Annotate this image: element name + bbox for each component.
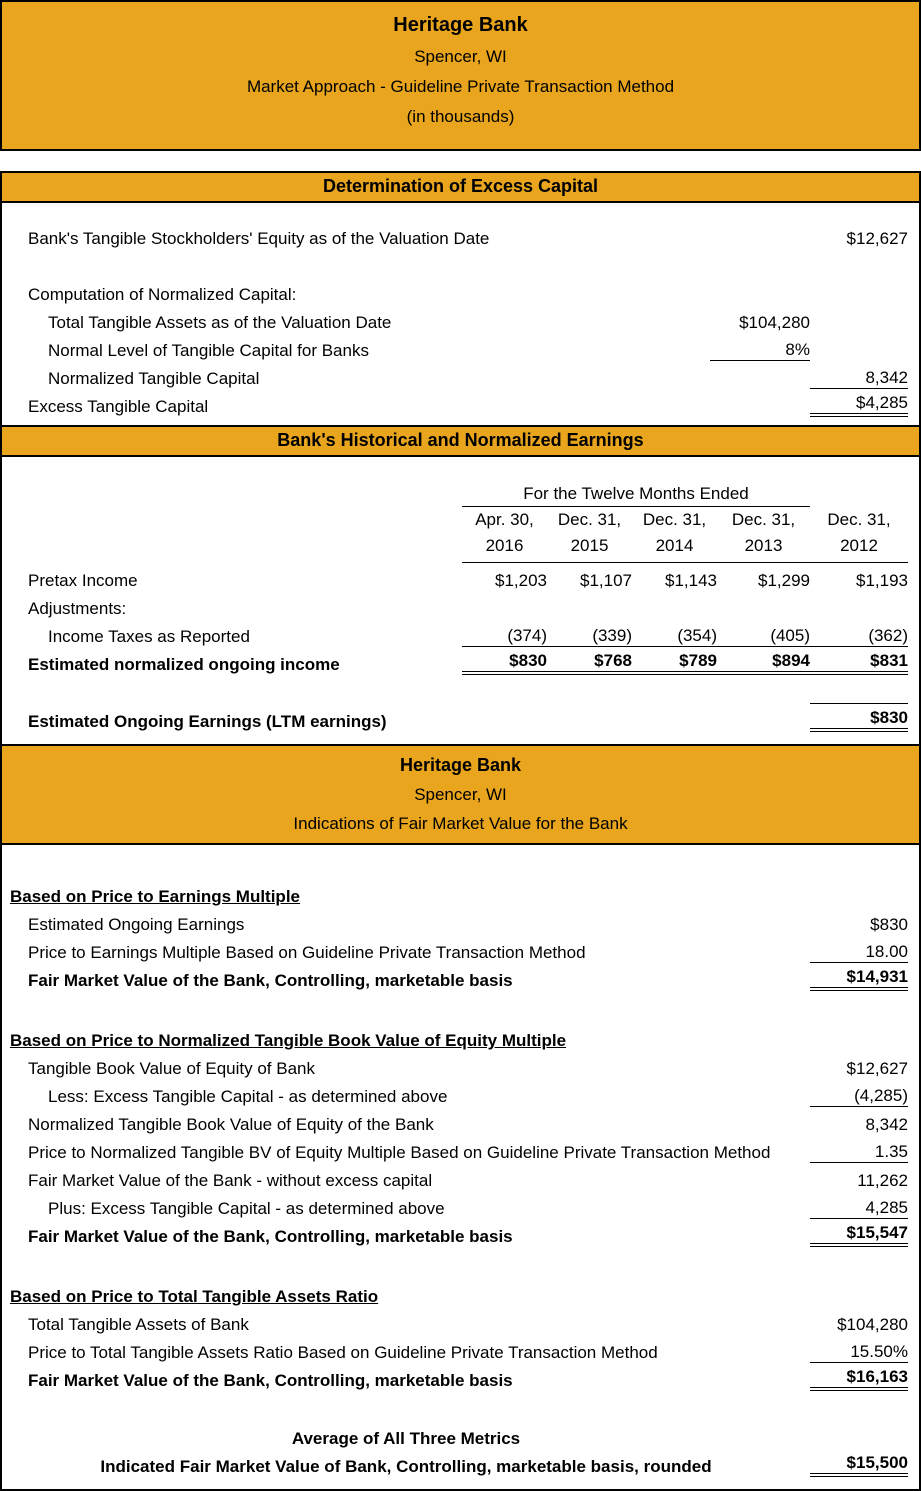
pb-heading	[2, 1023, 919, 1051]
cell: $830	[462, 651, 547, 675]
title-block	[0, 0, 921, 151]
row-label: Total Tangible Assets of Bank	[28, 1315, 249, 1334]
subsection-title: Based on Price to Total Tangible Assets Ratio	[10, 1287, 379, 1306]
valuation-method: Market Approach - Guideline Private Transaction Method	[246, 77, 675, 96]
row-label: Total Tangible Assets as of the Valuation Date	[48, 313, 392, 332]
row-value: 11,262	[857, 1171, 908, 1190]
table-row-ltm-earnings	[2, 703, 919, 732]
cell: $831	[810, 651, 908, 675]
row-mid-value: 8%	[710, 340, 810, 361]
section-header-fmv	[2, 744, 919, 845]
cell: $1,299	[758, 571, 810, 590]
row-value: 18.00	[810, 942, 908, 963]
row-value: $15,500	[810, 1453, 908, 1477]
column-year: 2015	[570, 536, 609, 555]
cell: (339)	[547, 626, 632, 647]
column-month: Apr. 30,	[475, 510, 534, 529]
table-row-pb-plus-excess	[2, 1191, 919, 1219]
row-value: $12,627	[846, 229, 908, 248]
column-year: 2013	[744, 536, 783, 555]
column-year: 2012	[840, 536, 878, 555]
row-label: Tangible Book Value of Equity of Bank	[28, 1059, 315, 1078]
table-row-pe-earnings	[2, 907, 919, 935]
column-header	[462, 507, 547, 563]
row-label: Plus: Excess Tangible Capital - as determined above	[48, 1199, 445, 1218]
row-label: Adjustments:	[28, 599, 127, 618]
section-header-excess-capital	[2, 173, 919, 203]
column-header	[717, 507, 810, 563]
row-value: $830	[870, 915, 908, 934]
table-row-normal-level	[2, 333, 919, 361]
row-label: Fair Market Value of the Bank - without excess capital	[28, 1171, 433, 1190]
bank-location: Spencer, WI	[414, 47, 507, 66]
table-row-pb-normalized-bv	[2, 1107, 919, 1135]
section-title: Indications of Fair Market Value for the Bank	[293, 814, 628, 833]
cell: $1,193	[856, 571, 908, 590]
column-month: Dec. 31,	[642, 510, 707, 529]
row-label: Price to Earnings Multiple Based on Guideline Private Transaction Method	[28, 943, 586, 962]
spacer	[2, 1247, 919, 1279]
spacer	[2, 249, 919, 277]
table-row-pb-multiple	[2, 1135, 919, 1163]
row-label: Income Taxes as Reported	[48, 627, 250, 646]
cell: $1,143	[665, 571, 717, 590]
table-row-computation-heading	[2, 277, 919, 305]
fmv-section	[2, 845, 919, 1489]
period-header: For the Twelve Months Ended	[462, 484, 810, 507]
row-mid-value: $104,280	[739, 313, 810, 332]
row-value: $104,280	[837, 1315, 908, 1334]
column-header	[632, 507, 717, 563]
row-label: Pretax Income	[28, 571, 138, 590]
row-label: Bank's Tangible Stockholders' Equity as of the Valuation Date	[28, 229, 490, 248]
section-title: Bank's Historical and Normalized Earnings	[277, 430, 644, 450]
table-row-pa-ratio	[2, 1335, 919, 1363]
row-label: Computation of Normalized Capital:	[28, 285, 297, 304]
row-value: (4,285)	[810, 1086, 908, 1107]
row-label: Fair Market Value of the Bank, Controlling, marketable basis	[28, 971, 513, 990]
row-label: Indicated Fair Market Value of Bank, Controlling, marketable basis, rounded	[100, 1457, 712, 1476]
row-label: Price to Total Tangible Assets Ratio Based on Guideline Private Transaction Method	[28, 1343, 658, 1362]
table-row-pe-fmv	[2, 963, 919, 991]
table-row-normalized-income	[2, 647, 919, 675]
table-row-pa-assets	[2, 1307, 919, 1335]
row-value: 8,342	[865, 1115, 908, 1134]
row-label: Normal Level of Tangible Capital for Banks	[48, 341, 369, 360]
cell: (362)	[810, 626, 908, 647]
column-header	[810, 507, 908, 563]
row-label: Fair Market Value of the Bank, Controlling, marketable basis	[28, 1227, 513, 1246]
column-header	[547, 507, 632, 563]
row-value: 15.50%	[810, 1342, 908, 1363]
subsection-title: Based on Price to Earnings Multiple	[10, 887, 300, 906]
row-label: Normalized Tangible Capital	[48, 369, 260, 388]
spacer	[2, 1391, 919, 1421]
spacer	[2, 675, 919, 703]
cell: $1,107	[580, 571, 632, 590]
table-row-adjustments-heading	[2, 591, 919, 619]
row-label: Estimated Ongoing Earnings (LTM earnings)	[28, 712, 387, 731]
table-row-pe-multiple	[2, 935, 919, 963]
table-row-pa-fmv	[2, 1363, 919, 1391]
units-note: (in thousands)	[406, 107, 515, 126]
excess-capital-section	[2, 203, 919, 425]
cell: (374)	[462, 626, 547, 647]
table-row-pb-book-value	[2, 1051, 919, 1079]
row-label: Fair Market Value of the Bank, Controlling, marketable basis	[28, 1371, 513, 1390]
row-label: Estimated Ongoing Earnings	[28, 915, 245, 934]
section-title: Determination of Excess Capital	[322, 176, 599, 196]
table-row-total-assets	[2, 305, 919, 333]
bank-location: Spencer, WI	[414, 785, 507, 804]
row-value: 1.35	[810, 1142, 908, 1163]
column-month: Dec. 31,	[731, 510, 796, 529]
row-label: Price to Normalized Tangible BV of Equity Multiple Based on Guideline Private Transaction Method	[28, 1143, 771, 1162]
cell: (405)	[717, 626, 810, 647]
column-month: Dec. 31,	[557, 510, 622, 529]
row-value: 4,285	[810, 1198, 908, 1219]
table-row-pb-fmv-without-excess	[2, 1163, 919, 1191]
period-header-row	[2, 479, 919, 507]
subsection-title: Based on Price to Normalized Tangible Book Value of Equity Multiple	[10, 1031, 567, 1050]
table-row-pb-fmv	[2, 1219, 919, 1247]
bank-name: Heritage Bank	[399, 755, 522, 775]
section-header-earnings	[2, 425, 919, 457]
column-year: 2016	[485, 536, 524, 555]
table-row-pb-less-excess	[2, 1079, 919, 1107]
column-year: 2014	[655, 536, 694, 555]
row-value: $4,285	[810, 393, 908, 417]
table-row-indicated-fmv	[2, 1449, 919, 1477]
row-label: Excess Tangible Capital	[28, 397, 209, 416]
cell: (354)	[632, 626, 717, 647]
row-label: Normalized Tangible Book Value of Equity of the Bank	[28, 1115, 434, 1134]
cell: $789	[632, 651, 717, 675]
pe-heading	[2, 879, 919, 907]
row-value: $15,547	[810, 1223, 908, 1247]
spacer	[2, 991, 919, 1023]
pa-heading	[2, 1279, 919, 1307]
average-heading-row	[2, 1421, 919, 1449]
table-row-excess-capital	[2, 389, 919, 417]
row-value: 8,342	[810, 368, 908, 389]
row-value: $830	[810, 703, 908, 732]
cell: $894	[717, 651, 810, 675]
table-row-income-taxes	[2, 619, 919, 647]
cell: $1,203	[495, 571, 547, 590]
table-row-equity	[2, 221, 919, 249]
worksheet	[0, 171, 921, 1491]
column-month: Dec. 31,	[827, 510, 891, 529]
table-row-pretax-income	[2, 563, 919, 591]
row-value: $14,931	[810, 967, 908, 991]
cell: $768	[547, 651, 632, 675]
earnings-section	[2, 457, 919, 744]
table-row-normalized-capital	[2, 361, 919, 389]
row-value: $12,627	[846, 1059, 908, 1078]
row-label: Estimated normalized ongoing income	[28, 655, 340, 674]
row-value: $16,163	[810, 1367, 908, 1391]
column-header-row	[2, 507, 919, 563]
average-heading: Average of All Three Metrics	[291, 1429, 521, 1448]
bank-name: Heritage Bank	[393, 14, 528, 36]
row-label: Less: Excess Tangible Capital - as determined above	[48, 1087, 448, 1106]
